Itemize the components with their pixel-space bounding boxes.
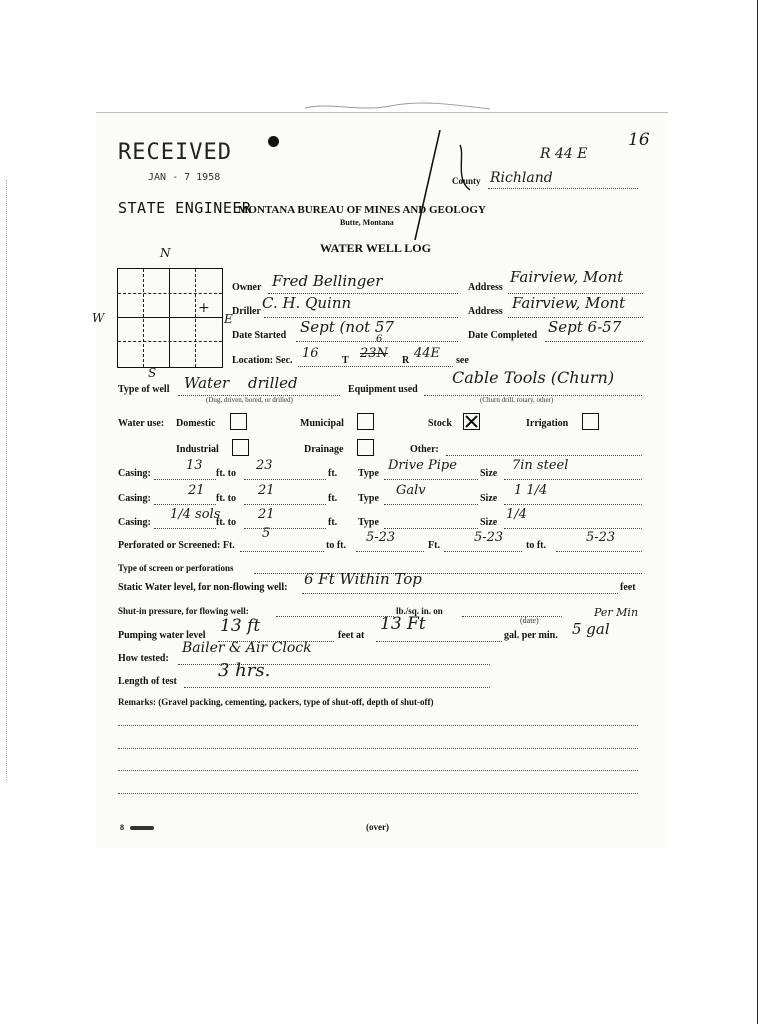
location-t: 23N [360,346,388,361]
equipment-label: Equipment used [348,384,418,395]
drainage-checkbox[interactable] [357,439,374,456]
grid-west-label: W [92,311,105,325]
equipment-caption: (Churn drill, rotary, other) [480,396,554,404]
industrial-label: Industrial [176,444,219,455]
form-title: WATER WELL LOG [320,241,431,255]
casing-type-line [384,528,478,529]
address2-label: Address [468,306,503,317]
type-of-well-label: Type of well [118,384,170,395]
pumping-at-value: 13 Ft [380,614,426,634]
county-line [488,188,638,189]
section-grid [117,268,223,368]
casing-type-line [384,504,478,505]
screen-type-label: Type of screen or perforations [118,563,234,573]
perforated-from-line [240,551,324,552]
pumping-gal-value: 5 gal [572,620,610,638]
casing-size-line [504,528,642,529]
casing-type-line [384,479,478,480]
grid-location-mark: + [198,300,210,316]
length-line [184,687,490,688]
casing-to-line [244,504,326,505]
type-of-well-value2: drilled [248,374,298,392]
casing-ft: ft. [328,517,338,528]
scribble-top [300,100,500,114]
other-label: Other: [410,444,439,455]
location-label: Location: Sec. [232,355,293,366]
check-x-icon [464,414,479,429]
grid-south-label: S [148,366,157,380]
corner-number: 16 [628,130,650,150]
location-t-label: T [342,355,349,366]
casing-size-label: Size [480,493,498,504]
perforated-ft2-label: Ft. [428,540,440,551]
pumping-at-label: feet at [338,630,365,641]
casing-from-line [154,528,216,529]
casing-size-line [504,504,642,505]
address1-label: Address [468,282,503,293]
casing-to: 21 [258,483,275,498]
received-stamp [118,140,258,190]
address1-value: Fairview, Mont [510,268,624,286]
tested-value: Bailer & Air Clock [182,640,312,656]
static-unit: feet [620,582,636,593]
perforated-to1: 5-23 [366,530,396,545]
casing-to: 21 [258,507,275,522]
irrigation-checkbox[interactable] [582,413,599,430]
pumping-gal-note: Per Min [594,606,639,619]
casing-ft: ft. [328,468,338,479]
location-t-note: 6 [376,334,383,345]
shutin-label: Shut-in pressure, for flowing well: [118,606,249,616]
casing-label: Casing: [118,517,151,528]
driller-value: C. H. Quinn [262,294,352,312]
location-r: 44E [414,346,441,361]
location-sec: 16 [302,346,319,361]
stock-label: Stock [428,418,452,429]
location-tail: see [456,355,469,366]
static-value: 6 Ft Within Top [304,570,422,588]
casing-to-line [244,528,326,529]
pumping-value: 13 ft [220,616,261,636]
perforated-from1: 5 [262,526,271,541]
casing-to-label: ft. to [216,468,236,479]
owner-value: Fred Bellinger [272,272,383,290]
casing-to: 23 [256,458,273,473]
footer-mark [130,826,154,830]
casing-size-label: Size [480,468,498,479]
over-label: (over) [366,822,389,832]
shutin-date: (date) [520,616,539,625]
county-hand: Richland [490,170,553,186]
length-label: Length of test [118,676,177,687]
stamp-received-text: RECEIVED [118,140,232,165]
perforated-to-line [356,551,424,552]
grid-east-label: E [224,312,233,326]
other-line [446,455,642,456]
drainage-label: Drainage [304,444,344,455]
casing-type-label: Type [358,493,379,504]
casing-size: 1 1/4 [514,483,548,498]
casing-type-label: Type [358,517,379,528]
address2-value: Fairview, Mont [512,294,626,312]
shutin-unit: lb./sq. in. on [396,606,443,616]
stamp-agency: STATE ENGINEER [118,199,252,217]
casing-from-line [154,504,216,505]
remarks-line-4 [118,793,638,794]
driller-label: Driller [232,306,261,317]
location-r-label: R [402,355,410,366]
ink-blot [268,136,279,147]
grid-north-label: N [160,246,171,260]
left-edge-mark [6,180,8,780]
pumping-at-line [376,641,502,642]
perforated-to2-line [556,551,642,552]
perforated-to-label: to ft. [326,540,346,551]
perforated-to2: 5-23 [586,530,616,545]
perforated-label: Perforated or Screened: Ft. [118,540,235,551]
stock-checkbox-checked[interactable] [463,413,480,430]
casing-to-label: ft. to [216,493,236,504]
casing-from: 21 [188,483,205,498]
irrigation-label: Irrigation [526,418,569,429]
tested-label: How tested: [118,653,169,664]
casing-from-line [154,479,216,480]
remarks-line-2 [118,748,638,749]
bureau-city: Butte, Montana [340,218,394,227]
remarks-label: Remarks: (Gravel packing, cementing, packers, type of shut-off, depth of shut-off) [118,697,434,707]
static-line [302,593,618,594]
casing-size-line [504,479,642,480]
type-of-well-value: Water [184,374,230,392]
type-of-well-caption: (Dug, driven, bored, or drilled) [206,396,293,404]
casing-label: Casing: [118,468,151,479]
water-use-label: Water use: [118,418,165,429]
county-label: County [452,176,481,186]
casing-to-label: ft. to [216,517,236,528]
length-value: 3 hrs. [218,660,271,681]
casing-size-label: Size [480,517,498,528]
date-started-label: Date Started [232,330,287,341]
perforated-from2: 5-23 [474,530,504,545]
shutin-date-line [462,616,562,617]
casing-to-line [244,479,326,480]
pumping-gal-label: gal. per min. [504,630,558,641]
right-edge-line [757,0,758,1024]
industrial-checkbox[interactable] [232,439,249,456]
shutin-line [276,616,394,617]
date-started-value: Sept (not 57 [300,318,394,336]
perforated-from2-line [444,551,522,552]
casing-ft: ft. [328,493,338,504]
municipal-label: Municipal [300,418,344,429]
owner-label: Owner [232,282,262,293]
stamp-date: JAN - 7 1958 [148,172,221,183]
location-line [298,366,453,367]
casing-size: 1/4 [506,507,527,522]
bureau-title: MONTANA BUREAU OF MINES AND GEOLOGY [238,204,486,216]
perforated-to2-label: to ft. [526,540,546,551]
date-completed-line [545,341,643,342]
equipment-value: Cable Tools (Churn) [452,368,615,387]
casing-type: Drive Pipe [388,458,457,473]
domestic-checkbox[interactable] [230,413,247,430]
casing-type: Galv [396,483,426,498]
remarks-line-3 [118,770,638,771]
date-completed-value: Sept 6-57 [548,318,622,336]
casing-label: Casing: [118,493,151,504]
range-hand: R 44 E [540,146,588,162]
static-label: Static Water level, for non-flowing well: [118,582,288,593]
remarks-line-1 [118,725,638,726]
pumping-label: Pumping water level [118,630,206,641]
municipal-checkbox[interactable] [357,413,374,430]
date-completed-label: Date Completed [468,330,538,341]
diagonal-pen-stroke [400,120,500,250]
domestic-label: Domestic [176,418,216,429]
casing-from: 13 [186,458,203,473]
casing-type-label: Type [358,468,379,479]
casing-from: 1/4 sols [170,507,221,522]
form-number: 8 [120,823,124,832]
casing-size: 7in steel [512,458,569,473]
